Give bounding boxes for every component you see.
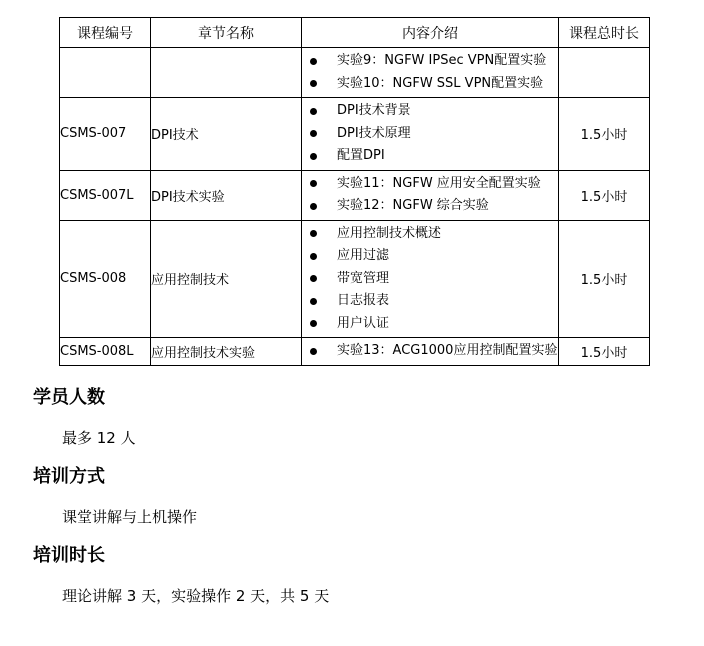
bullet-icon: [310, 298, 317, 305]
hours-cell: 1.5小时: [559, 220, 650, 338]
list-item: [310, 290, 558, 313]
table-row: [60, 48, 650, 98]
list-item-text: 应用控制技术概述: [337, 225, 442, 241]
list-item: [310, 313, 558, 336]
table-row: [60, 98, 650, 171]
table-row: [60, 220, 650, 338]
list-item: [310, 223, 558, 246]
list-item-text: 带宽管理: [337, 270, 390, 286]
section-title-students: 学员人数: [33, 387, 105, 408]
bullet-icon: [310, 348, 317, 355]
hours-cell: 1.5小时: [559, 170, 650, 220]
list-item-text: 日志报表: [337, 293, 390, 308]
list-item-text: 实验9：NGFW IPSec VPN配置实验: [337, 53, 547, 68]
list-item: [310, 73, 558, 96]
list-item-text: 实验11：NGFW 应用安全配置实验: [337, 175, 541, 191]
content-cell: [302, 220, 559, 338]
header-total-hours: 课程总时长: [559, 18, 650, 48]
course-table: [59, 17, 650, 366]
chapter-name-cell: DPI技术: [151, 98, 302, 171]
list-item-text: 应用过滤: [337, 248, 390, 263]
method-text: 课堂讲解与上机操作: [62, 508, 198, 526]
bullet-icon: [310, 180, 317, 187]
duration-text: 理论讲解 3 天，实验操作 2 天，共 5 天: [62, 587, 330, 605]
content-list: [302, 48, 558, 97]
content-cell: [302, 98, 559, 171]
hours-cell: [559, 48, 650, 98]
list-item: [310, 195, 558, 218]
list-item-text: 实验12：NGFW 综合实验: [337, 198, 489, 213]
content-list: [302, 221, 558, 338]
bullet-icon: [310, 275, 317, 282]
table-header-row: [60, 18, 650, 48]
bullet-icon: [310, 153, 317, 160]
hours-cell: 1.5小时: [559, 98, 650, 171]
course-code-cell: [60, 48, 151, 98]
content-cell: [302, 338, 559, 366]
students-text: 最多 12 人: [62, 429, 136, 447]
list-item-text: 实验13：ACG1000应用控制配置实验: [337, 343, 558, 358]
course-code-cell: CSMS-008L: [60, 338, 151, 366]
list-item-text: 用户认证: [337, 315, 390, 331]
list-item: [310, 123, 558, 146]
chapter-name-cell: 应用控制技术实验: [151, 338, 302, 366]
header-chapter-name: 章节名称: [151, 18, 302, 48]
bullet-icon: [310, 230, 317, 237]
bullet-icon: [310, 253, 317, 260]
chapter-name-cell: 应用控制技术: [151, 220, 302, 338]
course-code-cell: CSMS-007L: [60, 170, 151, 220]
table-row: [60, 170, 650, 220]
list-item-text: DPI技术背景: [337, 103, 411, 118]
content-list: [302, 98, 558, 170]
list-item: [310, 245, 558, 268]
hours-cell: 1.5小时: [559, 338, 650, 366]
list-item: [310, 145, 558, 168]
course-code-cell: CSMS-007: [60, 98, 151, 171]
content-list: [302, 338, 558, 365]
content-cell: [302, 48, 559, 98]
bullet-icon: [310, 320, 317, 327]
list-item: [310, 50, 558, 73]
bullet-icon: [310, 80, 317, 87]
course-code-cell: CSMS-008: [60, 220, 151, 338]
list-item-text: 配置DPI: [337, 148, 385, 163]
section-title-duration: 培训时长: [33, 545, 105, 566]
list-item: [310, 173, 558, 196]
list-item-text: DPI技术原理: [337, 125, 411, 141]
bullet-icon: [310, 203, 317, 210]
content-cell: [302, 170, 559, 220]
list-item: [310, 340, 558, 363]
bullet-icon: [310, 58, 317, 65]
section-title-method: 培训方式: [33, 466, 105, 487]
chapter-name-cell: DPI技术实验: [151, 170, 302, 220]
table-row: [60, 338, 650, 366]
list-item: [310, 100, 558, 123]
header-course-code: 课程编号: [60, 18, 151, 48]
bullet-icon: [310, 108, 317, 115]
chapter-name-cell: [151, 48, 302, 98]
list-item-text: 实验10：NGFW SSL VPN配置实验: [337, 75, 544, 91]
header-content: 内容介绍: [302, 18, 559, 48]
bullet-icon: [310, 130, 317, 137]
list-item: [310, 268, 558, 291]
content-list: [302, 171, 558, 220]
